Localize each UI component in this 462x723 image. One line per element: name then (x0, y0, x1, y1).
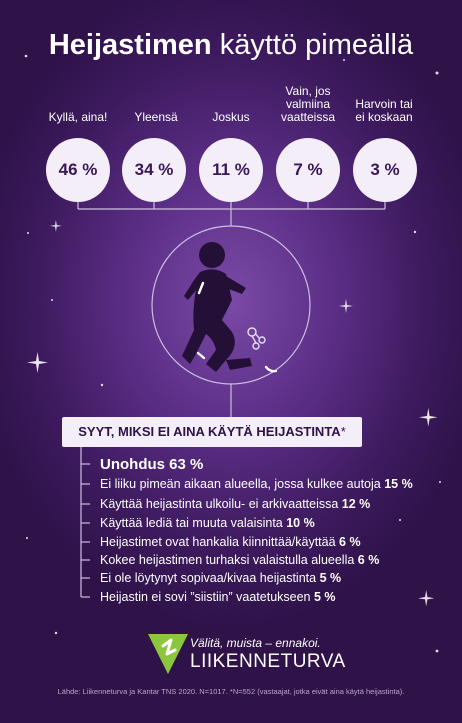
value-circle-3: 7 % (276, 138, 340, 202)
value-circle-4: 3 % (353, 138, 417, 202)
reason-item-2: Käyttää heijastinta ulkoilu- ei arkivaatteissa 12 % (100, 497, 371, 511)
category-label-4: Harvoin tai ei koskaan (355, 97, 413, 124)
reason-item-3: Käyttää lediä tai muuta valaisinta 10 % (100, 516, 315, 530)
reason-item-7: Heijastin ei sovi ”siistiin” vaatetukseen 5 % (100, 590, 336, 604)
category-label-1: Yleensä (134, 110, 178, 124)
value-circle-2: 11 % (199, 138, 263, 202)
category-label-3: Vain, jos valmiina vaatteissa (280, 84, 336, 124)
reason-item-4: Heijastimet ovat hankalia kiinnittää/käyttää 6 % (100, 535, 361, 549)
logo-slogan: Välitä, muista – ennakoi. (190, 636, 321, 650)
reasons-heading: SYYT, MIKSI EI AINA KÄYTÄ HEIJASTINTA* (62, 417, 362, 447)
reason-item-6: Ei ole löytynyt sopivaa/kivaa heijastinta 5 % (100, 571, 342, 585)
logo-text (190, 636, 346, 673)
reason-item-5: Kokee heijastimen turhaksi valaistulla alueella 6 % (100, 553, 380, 567)
value-circle-0: 46 % (46, 138, 110, 202)
value-circle-1: 34 % (122, 138, 186, 202)
source-note: Lähde: Liikenneturva ja Kantar TNS 2020. N=1017. *N=552 (vastaajat, jotka eivät aina käytä heijastinta). (57, 687, 405, 696)
category-label-0: Kyllä, aina! (48, 110, 108, 124)
logo-name: LIIKENNETURVA (190, 651, 346, 672)
reason-item-1: Ei liiku pimeän aikaan alueella, jossa kulkee autoja 15 % (100, 477, 413, 491)
title-rest: käyttö pimeällä (211, 29, 414, 61)
title-bold: Heijastimen (48, 29, 212, 61)
reason-item-0: Unohdus 63 % (100, 456, 204, 473)
category-label-2: Joskus (212, 110, 250, 124)
